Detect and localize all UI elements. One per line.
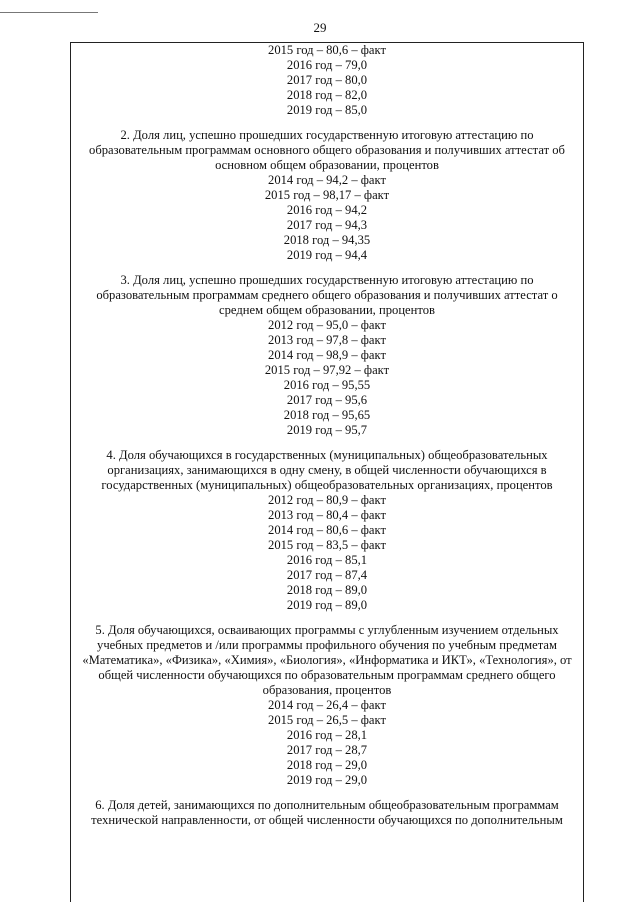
year-value-line: 2012 год – 95,0 – факт [268, 318, 386, 332]
indicator-title: 6. Доля детей, занимающихся по дополнительным общеобразовательным программам технической направленности, от общей численности обучающихся по дополнительным [91, 798, 563, 827]
year-value-line: 2017 год – 95,6 [286, 393, 368, 407]
year-value-line: 2015 год – 97,92 – факт [264, 363, 390, 377]
corner-rule [0, 12, 98, 13]
year-value-line: 2019 год – 95,7 [286, 423, 368, 437]
year-value-line: 2014 год – 98,9 – факт [268, 348, 386, 362]
year-value-line: 2018 год – 94,35 [283, 233, 371, 247]
indicator-block-3 [70, 273, 584, 438]
page-number: 29 [313, 20, 327, 35]
year-value-line: 2018 год – 95,65 [283, 408, 371, 422]
year-value-line: 2018 год – 89,0 [286, 583, 368, 597]
year-value-line: 2019 год – 89,0 [286, 598, 368, 612]
year-value-line: 2017 год – 87,4 [286, 568, 368, 582]
indicator-title: 2. Доля лиц, успешно прошедших государственную итоговую аттестацию по образовательным программам основного общего образования и получивших аттестат об основном общем образовании, процентов [89, 128, 565, 172]
year-value-line: 2016 год – 95,55 [283, 378, 371, 392]
indicator-title: 5. Доля обучающихся, осваивающих программы с углубленным изучением отдельных учебных предметов и /или программы профильного обучения по учебным предметам «Математика», «Физика», «Химия», «Биология», «Информатика и ИКТ», «Технология», от общей численности обучающихся по образовательным программам среднего общего образования, процентов [82, 623, 572, 697]
year-value-line: 2019 год – 29,0 [286, 773, 368, 787]
year-value-line: 2016 год – 28,1 [286, 728, 368, 742]
year-value-line: 2019 год – 94,4 [286, 248, 368, 262]
indicator-block-2 [70, 128, 584, 263]
year-value-line: 2017 год – 80,0 [286, 73, 368, 87]
year-value-line: 2015 год – 26,5 – факт [268, 713, 386, 727]
indicator-block-4 [70, 448, 584, 613]
year-value-line: 2015 год – 98,17 – факт [264, 188, 390, 202]
year-value-line: 2018 год – 82,0 [286, 88, 368, 102]
document-content [70, 43, 584, 838]
indicator-block-6 [70, 798, 584, 828]
year-value-line: 2013 год – 97,8 – факт [268, 333, 386, 347]
year-value-line: 2014 год – 94,2 – факт [268, 173, 386, 187]
year-value-line: 2016 год – 94,2 [286, 203, 368, 217]
year-value-line: 2013 год – 80,4 – факт [268, 508, 386, 522]
year-value-line: 2014 год – 26,4 – факт [268, 698, 386, 712]
indicator-block-5 [70, 623, 584, 788]
year-value-line: 2016 год – 79,0 [286, 58, 368, 72]
indicator-block-continued [70, 43, 584, 118]
year-value-line: 2017 год – 94,3 [286, 218, 368, 232]
year-value-line: 2015 год – 80,6 – факт [268, 43, 386, 57]
year-value-line: 2015 год – 83,5 – факт [268, 538, 386, 552]
year-value-line: 2016 год – 85,1 [286, 553, 368, 567]
year-value-line: 2014 год – 80,6 – факт [268, 523, 386, 537]
indicator-title: 3. Доля лиц, успешно прошедших государственную итоговую аттестацию по образовательным программам среднего общего образования и получивших аттестат о среднем общем образовании, процентов [96, 273, 558, 317]
year-value-line: 2018 год – 29,0 [286, 758, 368, 772]
year-value-line: 2012 год – 80,9 – факт [268, 493, 386, 507]
year-value-line: 2017 год – 28,7 [286, 743, 368, 757]
indicator-title: 4. Доля обучающихся в государственных (муниципальных) общеобразовательных организациях, занимающихся в одну смену, в общей численности обучающихся в государственных (муниципальных) общеобразовательных организациях, процентов [101, 448, 553, 492]
year-value-line: 2019 год – 85,0 [286, 103, 368, 117]
